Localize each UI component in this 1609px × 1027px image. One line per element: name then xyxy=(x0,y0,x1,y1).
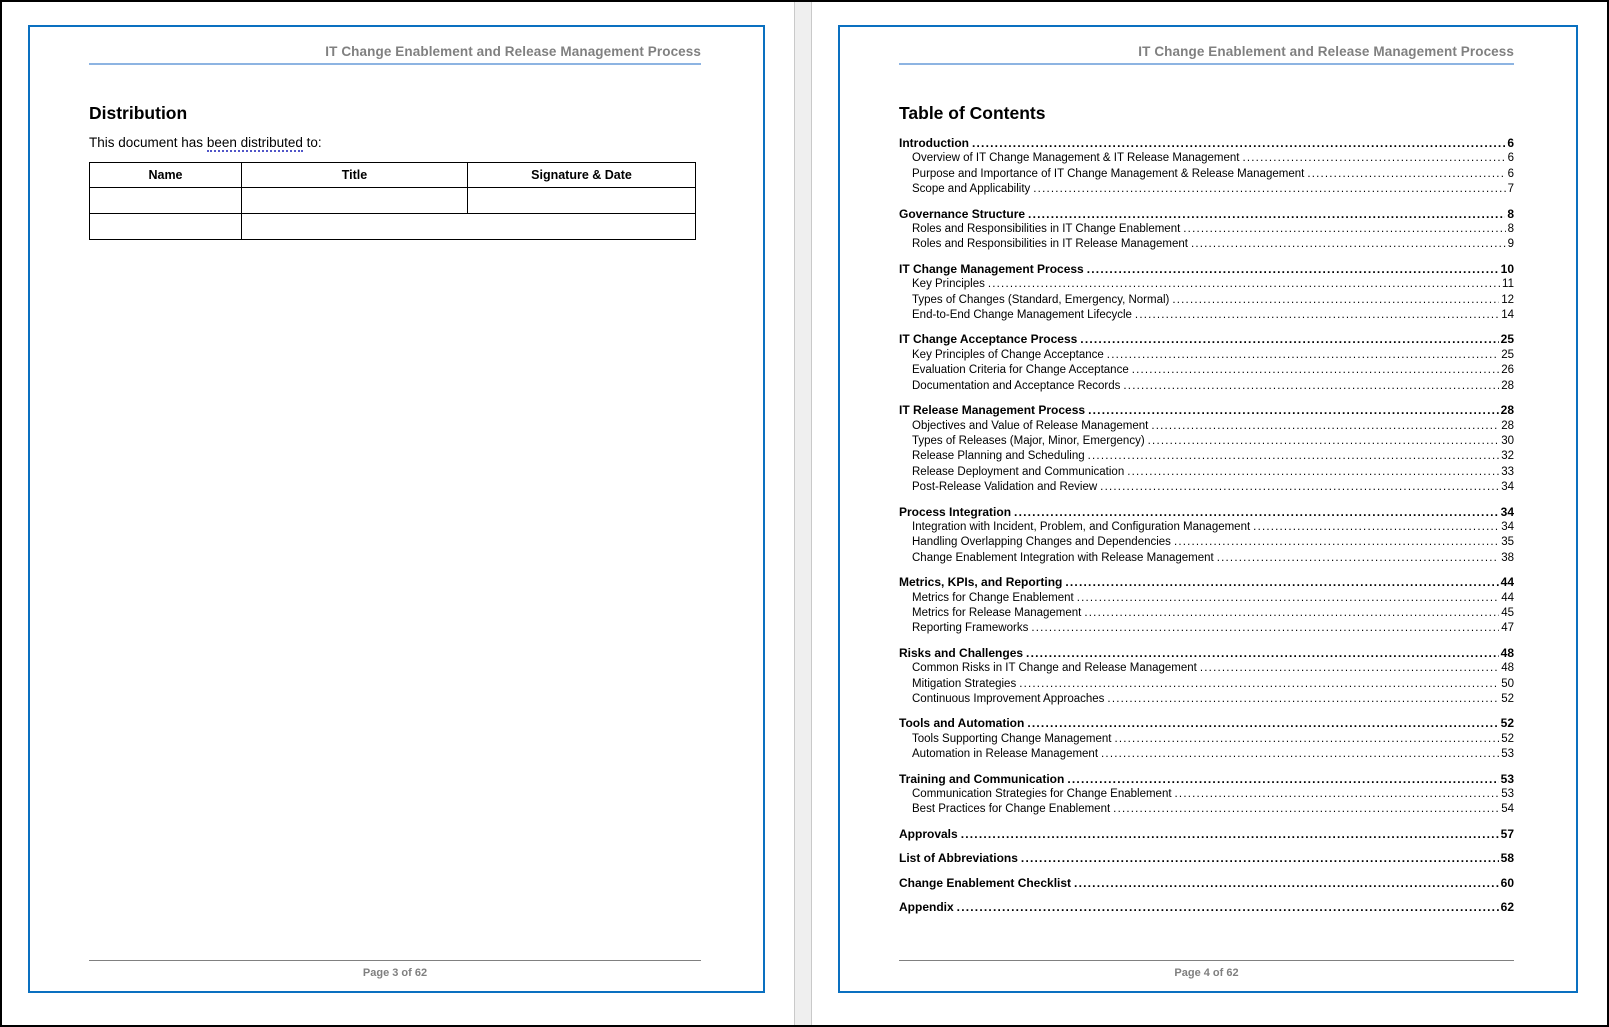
toc-entry-label: Automation in Release Management xyxy=(912,748,1099,761)
toc-entry-page: 58 xyxy=(1500,851,1514,866)
toc-dot-leader xyxy=(1132,363,1499,378)
toc-entry-page: 52 xyxy=(1500,716,1514,731)
toc-dot-leader xyxy=(1148,434,1500,449)
toc-entry[interactable] xyxy=(899,136,1514,151)
toc-entry-label: IT Change Management Process xyxy=(899,261,1084,276)
spellcheck-underlined-text: been distributed xyxy=(206,135,303,150)
toc-dot-leader xyxy=(1087,262,1499,277)
toc-entry[interactable] xyxy=(899,262,1514,277)
toc-entry-label: Tools Supporting Change Management xyxy=(912,732,1112,745)
toc-entry-label: Best Practices for Change Enablement xyxy=(912,803,1111,816)
toc-entry[interactable] xyxy=(899,348,1514,363)
toc-entry[interactable] xyxy=(899,551,1514,566)
distribution-intro xyxy=(89,135,701,150)
toc-entry-page: 28 xyxy=(1501,419,1514,432)
col-header-signature-date: Signature & Date xyxy=(468,163,696,188)
toc-dot-leader xyxy=(1088,449,1500,464)
title-cell-empty[interactable] xyxy=(242,188,468,214)
toc-entry-page: 12 xyxy=(1501,293,1514,306)
toc-entry[interactable] xyxy=(899,277,1514,292)
toc-entry-label: Roles and Responsibilities in IT Release Management xyxy=(912,238,1188,251)
toc-entry[interactable] xyxy=(899,237,1514,252)
toc-entry-page: 50 xyxy=(1501,677,1514,690)
toc-entry[interactable] xyxy=(899,363,1514,378)
toc-entry-page: 10 xyxy=(1500,261,1514,276)
toc-entry-page: 6 xyxy=(1507,136,1514,150)
toc-entry-label: Post-Release Validation and Review xyxy=(912,481,1098,494)
toc-entry-page: 9 xyxy=(1507,238,1514,251)
col-header-name: Name xyxy=(90,163,242,188)
toc-entry-label: Change Enablement Integration with Release Management xyxy=(912,551,1214,564)
toc-entry[interactable] xyxy=(899,851,1514,866)
toc-entry[interactable] xyxy=(899,293,1514,308)
toc-entry-label: End-to-End Change Management Lifecycle xyxy=(912,309,1132,322)
toc-dot-leader xyxy=(1107,692,1499,707)
toc-entry[interactable] xyxy=(899,606,1514,621)
toc-dot-leader xyxy=(1088,403,1499,418)
toc-entry-page: 62 xyxy=(1500,900,1514,915)
running-header-left: IT Change Enablement and Release Management Process xyxy=(89,44,701,65)
toc-entry-page: 45 xyxy=(1501,606,1514,619)
toc-entry-page: 28 xyxy=(1500,403,1514,418)
toc-entry[interactable] xyxy=(899,379,1514,394)
toc-entry-label: Handling Overlapping Changes and Dependencies xyxy=(912,536,1171,549)
toc-entry[interactable] xyxy=(899,449,1514,464)
toc-entry-label: Appendix xyxy=(899,900,954,915)
toc-entry[interactable] xyxy=(899,403,1514,418)
toc-dot-leader xyxy=(1307,167,1505,182)
toc-entry[interactable] xyxy=(899,747,1514,762)
toc-entry-page: 52 xyxy=(1501,732,1514,745)
toc-dot-leader xyxy=(1019,677,1499,692)
toc-entry-page: 6 xyxy=(1507,167,1514,180)
toc-entry-label: Roles and Responsibilities in IT Change Enablement xyxy=(912,223,1181,236)
toc-dot-leader xyxy=(1243,151,1506,166)
toc-dot-leader xyxy=(1080,332,1498,347)
toc-entry[interactable] xyxy=(899,716,1514,731)
page-3 xyxy=(2,2,794,1025)
toc-entry-page: 54 xyxy=(1501,803,1514,816)
toc-heading: Table of Contents xyxy=(899,103,1046,123)
page-gap xyxy=(794,2,812,1025)
toc-entry[interactable] xyxy=(899,308,1514,323)
toc-entry-label: Tools and Automation xyxy=(899,716,1025,731)
toc-entry[interactable] xyxy=(899,802,1514,817)
toc-entry[interactable] xyxy=(899,465,1514,480)
toc-entry[interactable] xyxy=(899,207,1514,222)
toc-entry[interactable] xyxy=(899,787,1514,802)
toc-dot-leader xyxy=(1074,876,1499,891)
toc-entry[interactable] xyxy=(899,520,1514,535)
page-4-content xyxy=(899,65,1514,960)
toc-entry-label: Types of Releases (Major, Minor, Emergency) xyxy=(912,434,1145,447)
toc-entry[interactable] xyxy=(899,677,1514,692)
toc-entry[interactable] xyxy=(899,505,1514,520)
toc-entry-label: Mitigation Strategies xyxy=(912,677,1017,690)
toc-entry-label: Risks and Challenges xyxy=(899,645,1024,660)
toc-entry[interactable] xyxy=(899,876,1514,891)
toc-dot-leader xyxy=(1200,661,1499,676)
distribution-heading: Distribution xyxy=(89,103,188,123)
toc-dot-leader xyxy=(1077,591,1499,606)
toc-dot-leader xyxy=(1026,646,1499,661)
toc-entry[interactable] xyxy=(899,591,1514,606)
toc-entry-page: 52 xyxy=(1501,693,1514,705)
toc-entry-label: Evaluation Criteria for Change Acceptance xyxy=(912,364,1129,377)
toc-dot-leader xyxy=(1027,716,1498,731)
toc-entry-page: 44 xyxy=(1501,591,1514,604)
toc-dot-leader xyxy=(1084,606,1499,621)
toc-dot-leader xyxy=(1135,308,1499,323)
toc-entry[interactable] xyxy=(899,182,1514,197)
toc-dot-leader xyxy=(1014,505,1499,520)
toc-entry-page: 26 xyxy=(1501,364,1514,377)
toc-dot-leader xyxy=(1183,222,1505,237)
toc-dot-leader xyxy=(1175,787,1500,802)
toc-entry-page: 44 xyxy=(1500,575,1514,590)
toc-dot-leader xyxy=(1217,551,1499,566)
toc-entry-label: Metrics, KPIs, and Reporting xyxy=(899,575,1063,590)
toc-dot-leader xyxy=(1065,575,1498,590)
name-cell-empty[interactable] xyxy=(90,188,242,214)
toc-dot-leader xyxy=(1028,207,1505,222)
col-header-title: Title xyxy=(242,163,468,188)
signature-cell-empty[interactable] xyxy=(468,188,696,214)
toc-dot-leader xyxy=(1113,802,1499,817)
toc-entry-page: 34 xyxy=(1501,481,1514,494)
toc-entry[interactable] xyxy=(899,222,1514,237)
toc-entry-label: Documentation and Acceptance Records xyxy=(912,379,1121,392)
distribution-table xyxy=(89,162,696,240)
toc-entry-label: Metrics for Release Management xyxy=(912,606,1082,619)
toc-dot-leader xyxy=(1033,182,1505,197)
toc-dot-leader xyxy=(972,136,1505,151)
name-cell-empty[interactable] xyxy=(90,214,242,240)
toc-entry-label: Governance Structure xyxy=(899,206,1026,221)
toc-entry-label: Continuous Improvement Approaches xyxy=(912,693,1105,705)
toc-dot-leader xyxy=(1031,621,1499,636)
toc-dot-leader xyxy=(1101,747,1499,762)
toc-entry-page: 34 xyxy=(1501,520,1514,533)
toc-entry[interactable] xyxy=(899,167,1514,182)
toc-entry-page: 30 xyxy=(1501,434,1514,447)
toc-entry-label: Reporting Frameworks xyxy=(912,622,1029,635)
page-4-border-frame xyxy=(838,25,1578,993)
toc-entry-page: 14 xyxy=(1501,309,1514,322)
toc-entry-page: 57 xyxy=(1500,826,1514,841)
toc-entry-page: 34 xyxy=(1500,504,1514,519)
toc-entry-label: Key Principles xyxy=(912,278,985,291)
toc-entry-label: Training and Communication xyxy=(899,771,1065,786)
toc-entry[interactable] xyxy=(899,434,1514,449)
toc-entry[interactable] xyxy=(899,661,1514,676)
toc-entry-label: Integration with Incident, Problem, and Configuration Management xyxy=(912,520,1251,533)
page-number-left: Page 3 of 62 xyxy=(362,967,428,979)
toc-entry-label: Metrics for Change Enablement xyxy=(912,591,1074,604)
toc-entry[interactable] xyxy=(899,900,1514,915)
toc-dot-leader xyxy=(1174,535,1499,550)
page-3-footer xyxy=(89,960,701,981)
page-4-footer xyxy=(899,960,1514,981)
toc-entry-page: 28 xyxy=(1501,379,1514,392)
toc-entry-label: IT Change Acceptance Process xyxy=(899,332,1078,347)
toc-entry[interactable] xyxy=(899,332,1514,347)
toc-entry-page: 35 xyxy=(1501,536,1514,549)
toc-dot-leader xyxy=(1253,520,1499,535)
toc-dot-leader xyxy=(988,277,1500,292)
toc-entry[interactable] xyxy=(899,692,1514,707)
toc-entry[interactable] xyxy=(899,535,1514,550)
toc-entry-page: 7 xyxy=(1507,183,1514,196)
intro-text-before: This document has xyxy=(89,135,207,150)
toc-entry-page: 38 xyxy=(1501,551,1514,564)
toc-entry-page: 60 xyxy=(1500,875,1514,890)
toc-entry-page: 25 xyxy=(1501,348,1514,361)
distribution-table-header-row xyxy=(90,163,696,188)
toc-entry-page: 48 xyxy=(1500,645,1514,660)
toc-dot-leader xyxy=(1021,851,1499,866)
toc-entry-label: Process Integration xyxy=(899,504,1012,519)
toc-entry-label: Communication Strategies for Change Enablement xyxy=(912,788,1172,801)
page-3-content xyxy=(89,65,701,960)
toc-entry-page: 8 xyxy=(1507,206,1514,221)
toc-dot-leader xyxy=(1067,772,1498,787)
toc-entry-page: 25 xyxy=(1500,332,1514,347)
toc-entry-label: Release Planning and Scheduling xyxy=(912,450,1085,463)
toc-entry-label: List of Abbreviations xyxy=(899,851,1018,866)
toc-list xyxy=(899,136,1514,915)
page-number-right: Page 4 of 62 xyxy=(1174,967,1239,979)
toc-entry-page: 6 xyxy=(1507,152,1514,165)
toc-dot-leader xyxy=(957,900,1499,915)
toc-entry[interactable] xyxy=(899,827,1514,842)
toc-entry[interactable] xyxy=(899,151,1514,166)
toc-entry-page: 53 xyxy=(1500,771,1514,786)
toc-entry-page: 11 xyxy=(1502,278,1514,291)
toc-entry[interactable] xyxy=(899,575,1514,590)
toc-entry-page: 53 xyxy=(1501,788,1514,801)
toc-entry-label: Approvals xyxy=(899,826,958,841)
toc-entry-page: 8 xyxy=(1507,223,1514,236)
toc-entry-page: 32 xyxy=(1501,450,1514,463)
toc-entry-label: Types of Changes (Standard, Emergency, Normal) xyxy=(912,293,1170,306)
toc-dot-leader xyxy=(1123,379,1499,394)
table-row xyxy=(90,188,696,214)
intro-text-after: to: xyxy=(302,135,322,150)
toc-entry-label: Scope and Applicability xyxy=(912,183,1031,196)
toc-entry[interactable] xyxy=(899,732,1514,747)
toc-entry-label: Change Enablement Checklist xyxy=(899,875,1072,890)
toc-entry-page: 48 xyxy=(1501,662,1514,675)
toc-dot-leader xyxy=(1127,465,1499,480)
toc-entry-label: Objectives and Value of Release Management xyxy=(912,419,1149,432)
toc-entry-label: IT Release Management Process xyxy=(899,403,1086,418)
toc-entry-page: 53 xyxy=(1501,748,1514,761)
toc-entry[interactable] xyxy=(899,480,1514,495)
toc-dot-leader xyxy=(1151,419,1499,434)
toc-entry-label: Common Risks in IT Change and Release Management xyxy=(912,662,1197,675)
toc-entry-page: 47 xyxy=(1501,622,1514,635)
page-3-border-frame xyxy=(28,25,765,993)
toc-dot-leader xyxy=(1100,480,1499,495)
toc-entry[interactable] xyxy=(899,621,1514,636)
toc-entry-page: 33 xyxy=(1501,465,1514,478)
toc-dot-leader xyxy=(1114,732,1499,747)
toc-entry-label: Key Principles of Change Acceptance xyxy=(912,348,1104,361)
toc-entry-label: Overview of IT Change Management & IT Release Management xyxy=(912,152,1240,165)
toc-entry-label: Release Deployment and Communication xyxy=(912,465,1125,478)
toc-entry-label: Introduction xyxy=(899,136,969,150)
table-row xyxy=(90,214,696,240)
toc-entry[interactable] xyxy=(899,646,1514,661)
toc-entry[interactable] xyxy=(899,772,1514,787)
toc-dot-leader xyxy=(961,827,1499,842)
merged-cell-empty[interactable] xyxy=(242,214,696,240)
toc-entry-label: Purpose and Importance of IT Change Management & Release Management xyxy=(912,167,1305,180)
toc-dot-leader xyxy=(1107,348,1499,363)
toc-dot-leader xyxy=(1191,237,1506,252)
page-4 xyxy=(812,2,1607,1025)
running-header-right: IT Change Enablement and Release Management Process xyxy=(899,44,1514,65)
toc-entry[interactable] xyxy=(899,419,1514,434)
toc-dot-leader xyxy=(1172,293,1499,308)
